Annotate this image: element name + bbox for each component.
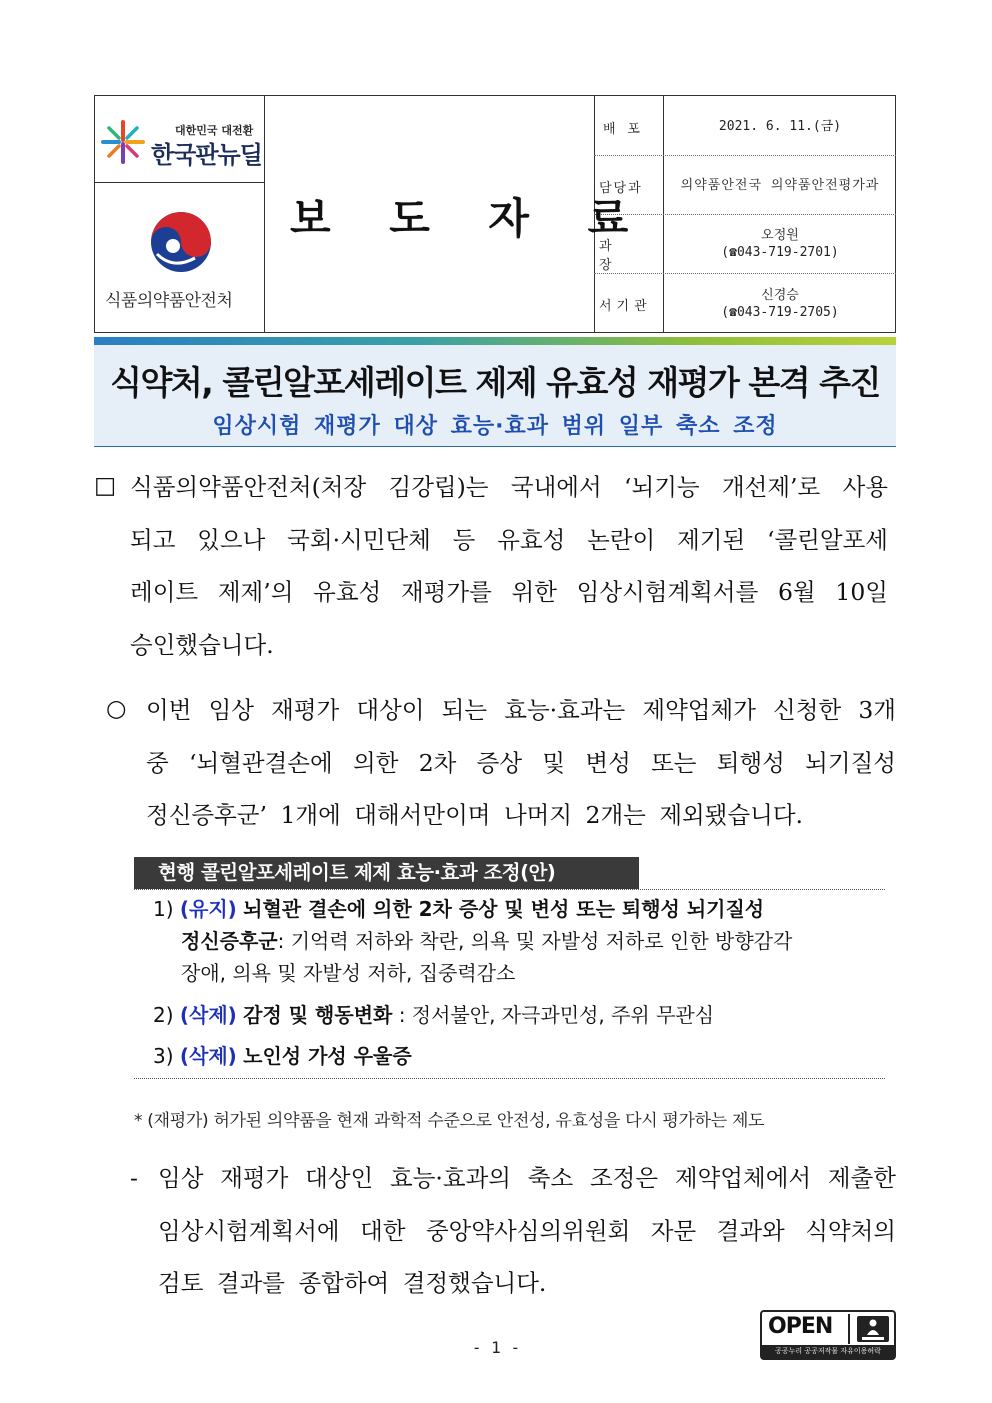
item-title: 뇌혈관 결손에 의한 2차 증상 및 변성 또는 퇴행성 뇌기질성 — [243, 897, 765, 921]
brand-slogan: 대한민국 대전환 — [175, 124, 254, 137]
circle-bullet: ○ — [106, 694, 127, 722]
press-release-title: 보 도 자 료 — [290, 194, 651, 243]
divider — [848, 1314, 850, 1344]
paragraph-2 — [146, 684, 896, 842]
department-value: 의약품안전국 의약품안전평가과 — [680, 178, 880, 193]
item-number: 1) — [153, 897, 174, 921]
proposal-item-1 — [153, 893, 764, 925]
item-tag: (유지) — [179, 897, 237, 921]
divider — [95, 182, 264, 183]
divider — [594, 155, 896, 156]
proposal-item-1-cont — [181, 925, 792, 957]
title-block — [94, 337, 896, 447]
divider — [134, 889, 885, 890]
item-description: : 정서불안, 자극과민성, 주위 무관심 — [392, 1003, 715, 1027]
proposal-item-1-cont — [181, 957, 515, 989]
agency-name: 식품의약품안전처 — [105, 291, 233, 311]
paragraph-line: 검토 결과를 종합하여 결정했습니다. — [158, 1269, 547, 1297]
officer-name: 신경승 — [761, 288, 799, 303]
item-title: 감정 및 행동변화 — [243, 1003, 393, 1027]
item-number: 2) — [153, 1003, 174, 1027]
proposal-box-header: 현행 콜린알포세레이트 제제 효능·효과 조정(안) — [134, 857, 639, 889]
divider — [134, 1078, 885, 1079]
paragraph-line: 레이트 제제’의 유효성 재평가를 위한 임상시험계획서를 6월 10일 — [130, 578, 888, 606]
open-license-caption: 공공누리 공공저작물 자유이용허락 — [762, 1345, 894, 1358]
item-tag: (삭제) — [179, 1044, 237, 1068]
officer-label: 서기관 — [599, 299, 652, 314]
proposal-item-2 — [153, 999, 714, 1031]
paragraph-line: 이번 임상 재평가 대상이 되는 효능·효과는 제약업체가 신청한 3개 — [146, 696, 896, 724]
sub-headline: 임상시험 재평가 대상 효능·효과 범위 일부 축소 조정 — [212, 414, 778, 439]
headline: 식약처, 콜린알포세레이트 제제 유효성 재평가 본격 추진 — [110, 363, 880, 402]
officer-phone: (☎043-719-2705) — [721, 305, 839, 320]
paragraph-1 — [130, 461, 888, 671]
paragraph-line: 식품의약품안전처(처장 김강립)는 국내에서 ‘뇌기능 개선제’로 사용 — [130, 473, 888, 501]
attribution-icon — [856, 1315, 890, 1343]
director-name: 오정원 — [761, 228, 799, 243]
paragraph-line: 되고 있으나 국회·시민단체 등 유효성 논란이 제기된 ‘콜린알포세 — [130, 525, 888, 554]
dash-bullet: - — [130, 1164, 138, 1192]
item-number: 3) — [153, 1044, 174, 1068]
square-bullet: □ — [94, 471, 117, 499]
paragraph-line: 정신증후군’ 1개에 대해서만이며 나머지 2개는 제외됐습니다. — [146, 801, 804, 829]
brand-name: 한국판뉴딜 — [151, 141, 262, 169]
page-number: - 1 - — [471, 1338, 521, 1357]
new-deal-star-icon — [101, 120, 145, 164]
press-header-table — [94, 95, 896, 333]
distribution-date: 2021. 6. 11.(금) — [718, 119, 842, 134]
distribution-label: 배 포 — [603, 122, 642, 137]
paragraph-line: 임상 재평가 대상인 효능·효과의 축소 조정은 제약업체에서 제출한 — [158, 1164, 896, 1192]
item-description: 장애, 의욕 및 자발성 저하, 집중력감소 — [181, 961, 516, 985]
director-label: 과 장 — [599, 239, 626, 273]
paragraph-line: 중 ‘뇌혈관결손에 의한 2차 증상 및 변성 또는 퇴행성 뇌기질성 — [146, 748, 896, 777]
paragraph-line: 승인했습니다. — [130, 630, 274, 659]
department-label: 담당과 — [599, 181, 643, 196]
divider — [264, 96, 265, 332]
proposal-item-3 — [153, 1040, 412, 1072]
item-title: 노인성 가성 우울증 — [243, 1044, 412, 1068]
director-phone: (☎043-719-2701) — [721, 245, 839, 260]
item-tag: (삭제) — [179, 1003, 237, 1027]
taegeuk-emblem-icon — [149, 210, 213, 274]
item-description: : 기억력 저하와 착란, 의욕 및 자발성 저하로 인한 방향감각 — [277, 929, 793, 953]
paragraph-line: 임상시험계획서에 대한 중앙약사심의위원회 자문 결과와 식약처의 — [158, 1216, 896, 1245]
color-stripe — [94, 337, 896, 345]
open-label: OPEN — [768, 1314, 833, 1339]
open-license-badge — [760, 1310, 896, 1360]
paragraph-3 — [158, 1152, 896, 1310]
footnote: * (재평가) 허가된 의약품을 현재 과학적 수준으로 안전성, 유효성을 다시 평가하는 제도 — [134, 1111, 765, 1131]
divider — [594, 273, 896, 274]
item-title: 정신증후군 — [181, 929, 278, 953]
